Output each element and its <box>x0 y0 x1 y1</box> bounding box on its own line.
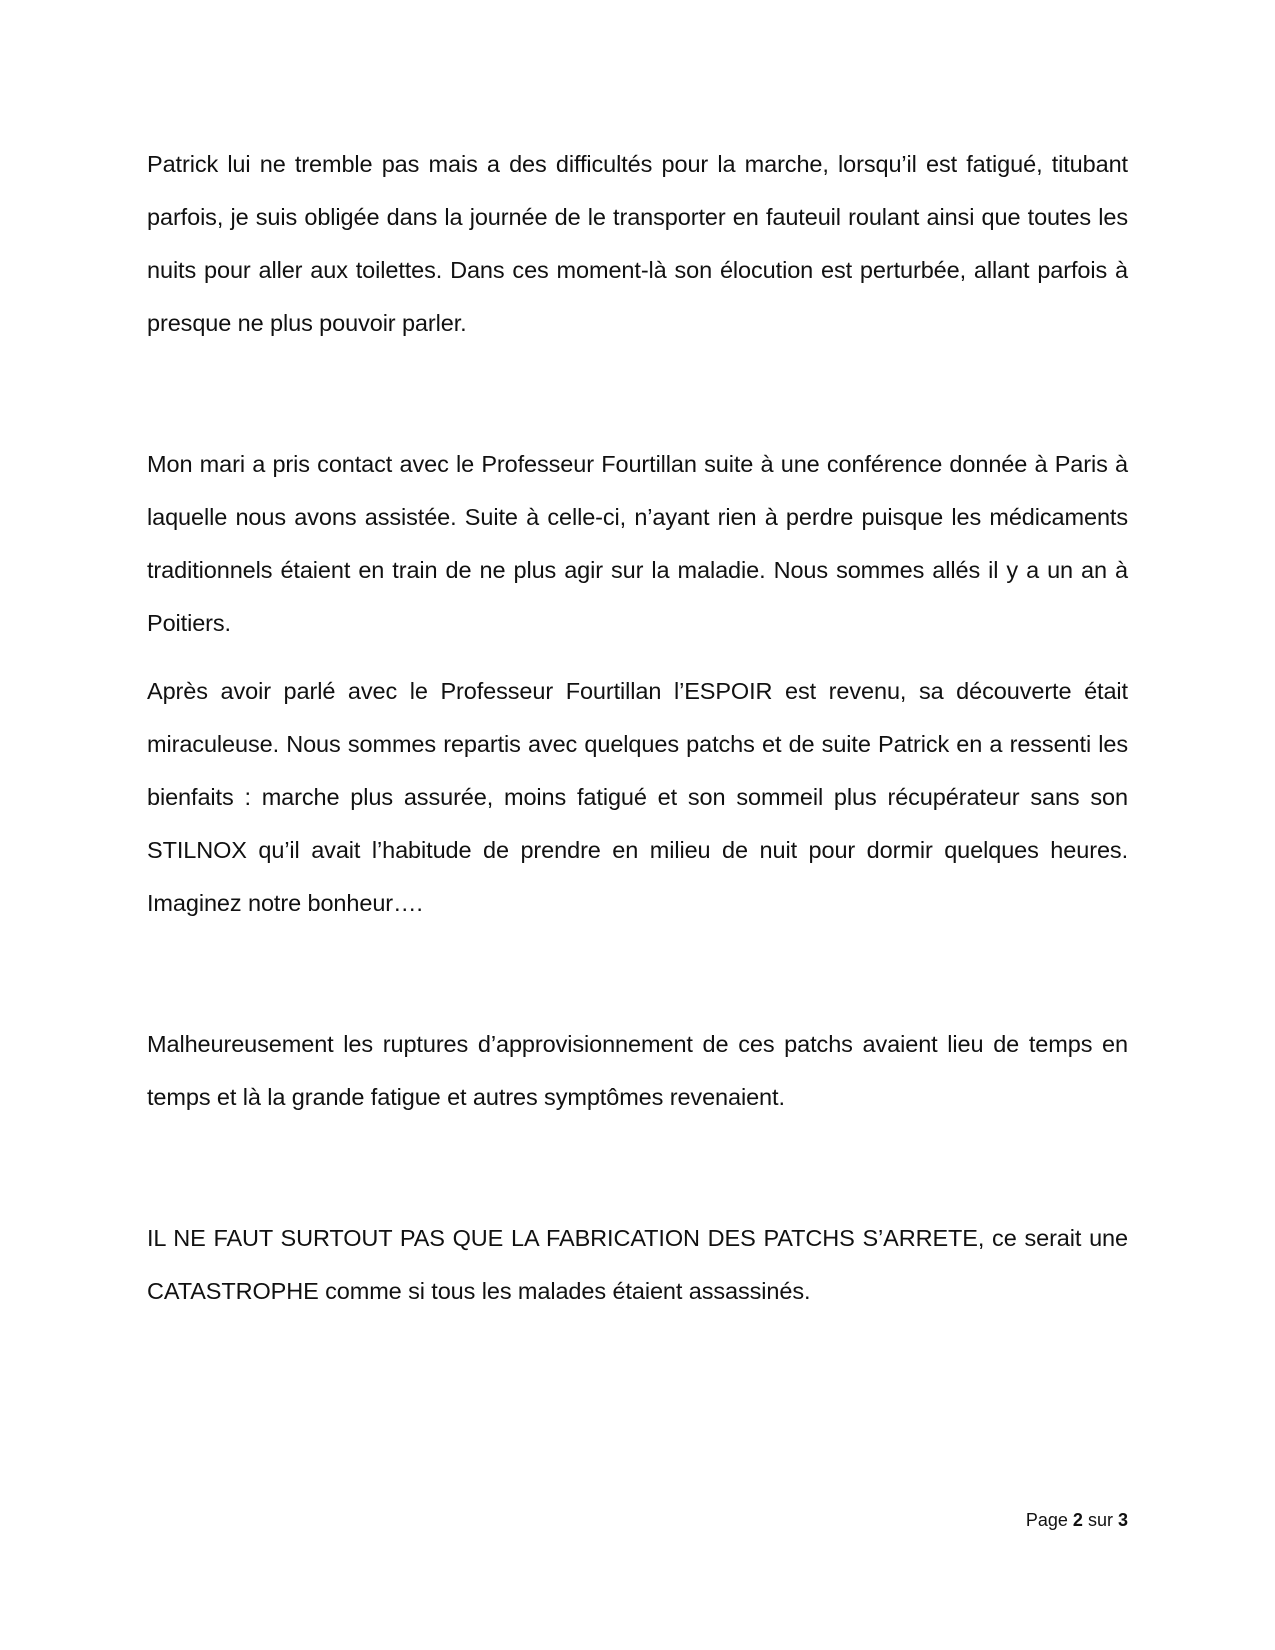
paragraph-4: Malheureusement les ruptures d’approvisionnement de ces patchs avaient lieu de temps en temps et là la grande fatigue et autres symptômes revenaient. <box>147 1031 1128 1110</box>
paragraph-1: Patrick lui ne tremble pas mais a des difficultés pour la marche, lorsqu’il est fatigué, titubant parfois, je suis obligée dans la journée de le transporter en fauteuil roulant ainsi que toutes les nuits pour aller aux toilettes. Dans ces moment-là son élocution est perturbée, allant parfois à presque ne plus pouvoir parler. <box>147 151 1128 336</box>
paragraph-3: Après avoir parlé avec le Professeur Fourtillan l’ESPOIR est revenu, sa découverte était miraculeuse. Nous sommes repartis avec quelques patchs et de suite Patrick en a ressenti les bienfaits : marche plus assurée, moins fatigué et son sommeil plus récupérateur sans son STILNOX qu’il avait l’habitude de prendre en milieu de nuit pour dormir quelques heures. Imaginez notre bonheur…. <box>147 678 1128 916</box>
paragraph-5: IL NE FAUT SURTOUT PAS QUE LA FABRICATION DES PATCHS S’ARRETE, ce serait une CATASTROPHE comme si tous les malades étaient assassinés. <box>147 1225 1128 1304</box>
current-page-number: 2 <box>1072 1510 1083 1530</box>
page-label: Page <box>1025 1510 1068 1530</box>
total-page-count: 3 <box>1117 1510 1128 1530</box>
paragraph-2: Mon mari a pris contact avec le Professeur Fourtillan suite à une conférence donnée à Paris à laquelle nous avons assistée. Suite à celle-ci, n’ayant rien à perdre puisque les médicaments traditionnels étaient en train de ne plus agir sur la maladie. Nous sommes allés il y a un an à Poitiers. <box>147 451 1128 636</box>
page-number-footer <box>1026 1508 1128 1532</box>
of-label: sur <box>1087 1510 1113 1530</box>
document-body <box>147 138 1128 1318</box>
